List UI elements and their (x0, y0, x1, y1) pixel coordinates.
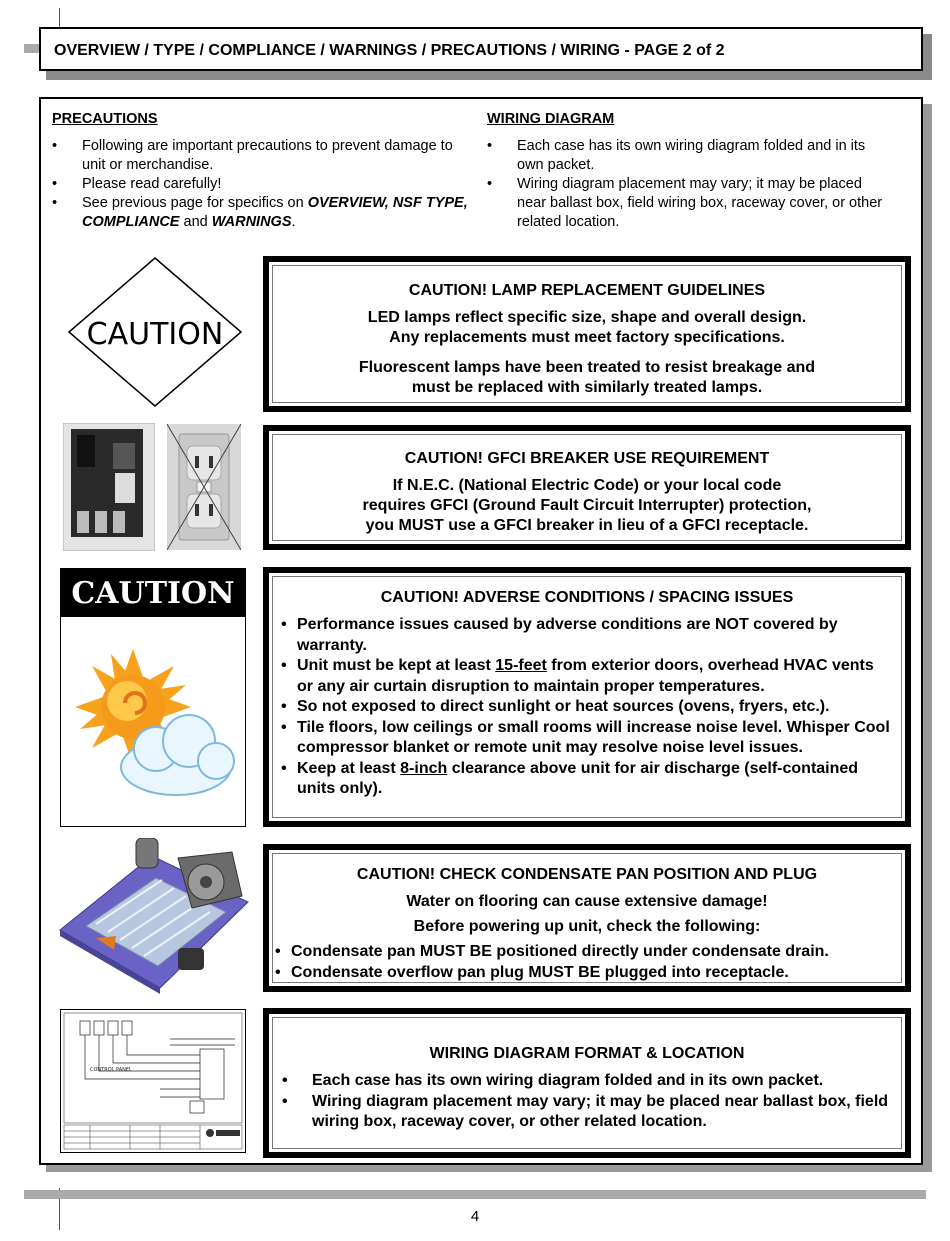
list-item: • Performance issues caused by adverse conditions are NOT covered by warranty. (281, 616, 838, 654)
adverse-caution-panel (263, 567, 911, 827)
list-item: • Condensate pan MUST BE positioned directly under condensate drain. (275, 943, 829, 960)
refrigeration-unit-icon (56, 838, 252, 996)
condensate-title: CAUTION! CHECK CONDENSATE PAN POSITION AND PLUG (356, 866, 818, 883)
sun-cloud-icon (61, 617, 244, 825)
gfci-breaker-icon (63, 423, 155, 551)
list-item: • Following are important precautions to prevent damage to unit or merchandise. (52, 138, 453, 173)
lamp-line: Fluorescent lamps have been treated to resist breakage and (358, 359, 816, 376)
list-item: • Each case has its own wiring diagram folded and in its own packet. (282, 1072, 824, 1089)
wiring-format-title: WIRING DIAGRAM FORMAT & LOCATION (429, 1045, 745, 1062)
footer-bar (24, 1190, 926, 1199)
adverse-title: CAUTION! ADVERSE CONDITIONS / SPACING ISSUES (380, 589, 794, 606)
caution-diamond-text: CAUTION (86, 317, 224, 352)
gfci-line: requires GFCI (Ground Fault Circuit Interrupter) protection, (362, 497, 812, 514)
condensate-line: Before powering up unit, check the following: (413, 918, 761, 935)
gfci-caution-panel (263, 425, 911, 550)
list-item: • Keep at least 8-inch clearance above unit for air discharge (self-contained units only). (281, 759, 859, 797)
list-item: • Unit must be kept at least 15-feet from exterior doors, overhead HVAC vents or any air curtain disruption to maintain proper temperatures. (281, 657, 874, 695)
gfci-line: you MUST use a GFCI breaker in lieu of a GFCI receptacle. (365, 517, 809, 534)
wiring-title: WIRING DIAGRAM (487, 111, 615, 127)
caution-sign-text: CAUTION (61, 569, 245, 617)
condensate-list (275, 942, 905, 983)
condensate-caution-panel (263, 844, 911, 992)
precautions-title: PRECAUTIONS (52, 111, 158, 127)
lamp-title: CAUTION! LAMP REPLACEMENT GUIDELINES (408, 282, 766, 299)
wiring-list (487, 137, 892, 232)
list-item: • So not exposed to direct sunlight or heat sources (ovens, fryers, etc.). (281, 698, 830, 715)
precautions-list (52, 137, 472, 232)
list-item: • Please read carefully! (52, 176, 222, 192)
lamp-line: must be replaced with similarly treated lamps. (411, 379, 763, 396)
wiring-schematic-icon (60, 1009, 246, 1153)
lamp-line: Any replacements must meet factory specifications. (389, 329, 785, 346)
list-item: • Wiring diagram placement may vary; it may be placed near ballast box, field wiring box, raceway cover, or other related location. (487, 176, 883, 230)
caution-diamond-icon (66, 256, 244, 408)
gfci-line: If N.E.C. (National Electric Code) or your local code (392, 477, 782, 494)
condensate-line: Water on flooring can cause extensive damage! (406, 893, 768, 910)
lamp-line: LED lamps reflect specific size, shape and overall design. (367, 309, 807, 326)
caution-sign (60, 568, 246, 827)
wiring-format-panel (263, 1008, 911, 1158)
adverse-list (281, 615, 893, 800)
list-item: • Tile floors, low ceilings or small rooms will increase noise level. Whisper Cool compressor blanket or remote unit may resolve noise level issues. (281, 718, 890, 756)
list-item: • Wiring diagram placement may vary; it may be placed near ballast box, field wiring box, raceway cover, or other related location. (282, 1092, 889, 1130)
page-number: 4 (470, 1208, 480, 1225)
wiring-format-list (282, 1071, 894, 1133)
gfci-title: CAUTION! GFCI BREAKER USE REQUIREMENT (404, 450, 770, 467)
schematic-label: CONTROL PANEL (90, 1067, 132, 1073)
list-item: • Condensate overflow pan plug MUST BE plugged into receptacle. (275, 963, 789, 981)
gfci-receptacle-crossed-icon (167, 424, 241, 550)
lamp-caution-panel (263, 256, 911, 412)
page-title: OVERVIEW / TYPE / COMPLIANCE / WARNINGS / PRECAUTIONS / WIRING - PAGE 2 of 2 (54, 42, 725, 59)
list-item: • Each case has its own wiring diagram folded and in its own packet. (487, 138, 866, 173)
list-item: • See previous page for specifics on OVERVIEW, NSF TYPE, COMPLIANCE and WARNINGS. (52, 195, 468, 230)
